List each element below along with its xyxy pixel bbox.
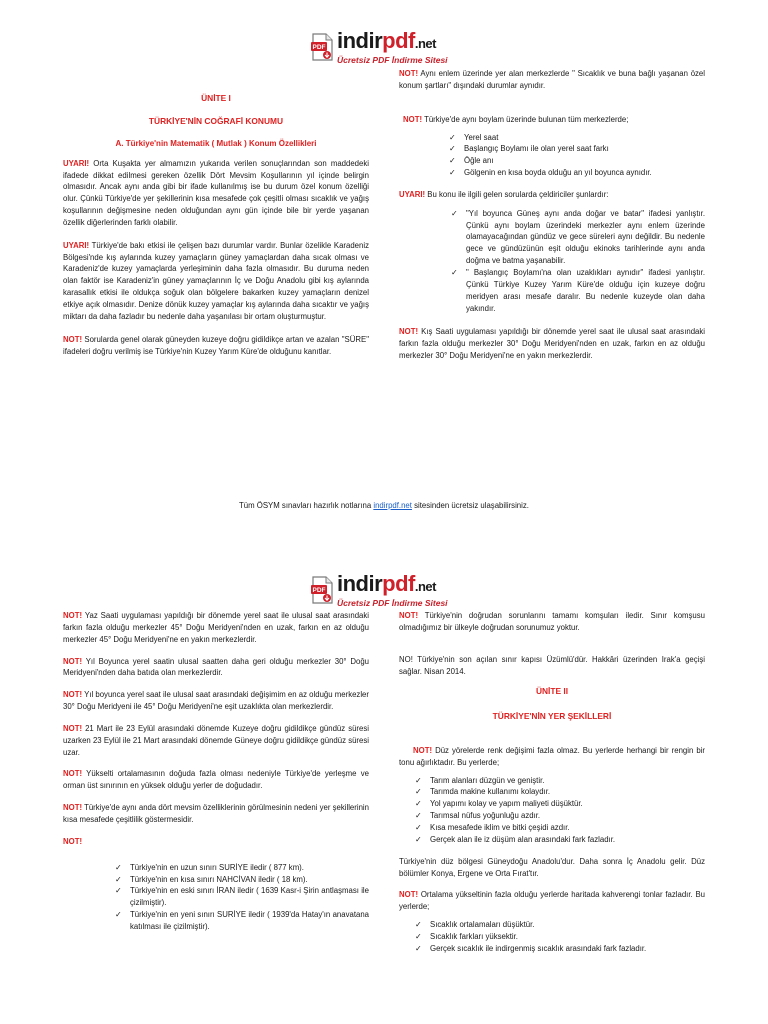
list-item: ✓ " Başlangıç Boylamı'na olan uzaklıkları aynıdır" ifadesi yanlıştır. Çünkü Türkiye Kuzey Yarım Küre'de olduğu için kuzeye doğru meridyen arası mesafe daralır. Bu nedenle kuzeyde olan daha yakındır. [451, 267, 705, 313]
checkmark-icon: ✓ [415, 931, 422, 941]
pdf-document-icon [310, 33, 334, 62]
checkmark-icon: ✓ [115, 874, 122, 884]
list-item: ✓ Kısa mesafede iklim ve bitki çeşidi azdır. [415, 822, 705, 834]
unit-heading: ÜNİTE I [201, 93, 231, 103]
checkmark-icon: ✓ [115, 910, 122, 920]
checkmark-icon: ✓ [415, 799, 422, 809]
checkmark-icon: ✓ [415, 834, 422, 844]
checkmark-icon: ✓ [449, 132, 456, 142]
list-item: ✓ Yerel saat [449, 132, 705, 144]
checkmark-icon: ✓ [451, 267, 458, 277]
section-heading: A. Türkiye'nin Matematik ( Mutlak ) Konum Özellikleri [115, 138, 317, 148]
paragraph: Türkiye'nin düz bölgesi Güneydoğu Anadolu'dur. Daha sonra İç Anadolu gelir. Düz bölümler Konya, Ergene ve Orta Fırat'tır. [399, 856, 705, 878]
paragraph: UYARI! Türkiye'de bakı etkisi ile çelişen bazı durumlar vardır. Bunlar özelikle Karadeniz Bölgesi'nde kış aylarında kuzey yamaçların güney yamaçlardan daha sıcak olması ve Karadeniz'de kuzey yamaçlarda yerleşiminin daha fazla olmasıdır. Bu duruma neden olan faktör ise Karadeniz'in güney yamaçlarının İç ve Doğu Anadolu gibi kış aylarında karasallık etkisi ile oldukça soğuk olan bölgelere bakarken kuzey yamaçların denizel etkiye açık olmasıdır. Denize dönük kuzey yamaçlar kış aylarında daha sıcaktır ve yağış miktarı da daha fazladır bu nedenle daha yaşanılası bir ortam oluşturmuştur. [63, 240, 369, 321]
checkmark-icon: ✓ [115, 886, 122, 896]
list-item: ✓ Gerçek sıcaklık ile indirgenmiş sıcaklık arasındaki fark fazladır. [415, 943, 705, 955]
checkmark-icon: ✓ [449, 144, 456, 154]
svg-text:PDF: PDF [312, 587, 326, 595]
logo-name: indirpdf.net [337, 28, 436, 53]
page2-left-column [63, 610, 369, 933]
list-item: ✓ Türkiye'nin en uzun sınırı SURİYE iledir ( 877 km). [115, 862, 369, 874]
list-item: ✓ "Yıl boyunca Güneş aynı anda doğar ve batar" ifadesi yanlıştır. Çünkü aynı boylam üzerindeki merkezler aynı enlem üzerinde olamayacağından gündüz ve gece süreleri aynı değildir. Bu nedenle gece ve gündüzünün eşit olduğu ekinoks tarihlerinde aynı anda doğma ve batma yaşanabilir. [451, 208, 705, 266]
list-item: ✓ Sıcaklık ortalamaları düşüktür. [415, 919, 705, 931]
checklist [115, 862, 369, 933]
paragraph: NOT! Türkiye'de aynı boylam üzerinde bulunan tüm merkezlerde; [403, 114, 629, 124]
paragraph: NOT! Düz yörelerde renk değişimi fazla olmaz. Bu yerlerde herhangi bir rengin bir tonu ağırlıktadır. Bu yerlerde; [399, 745, 705, 767]
checkmark-icon: ✓ [449, 168, 456, 178]
list-item: ✓ Türkiye'nin en kısa sınırı NAHCİVAN iledir ( 18 km). [115, 874, 369, 886]
list-item: ✓ Tarım alanları düzgün ve geniştir. [415, 775, 705, 787]
footer-note: Tüm ÖSYM sınavları hazırlık notlarına indirpdf.net sitesinden ücretsiz ulaşabilirsiniz. [239, 501, 529, 510]
page1-left-column [63, 92, 369, 357]
checkmark-icon: ✓ [415, 787, 422, 797]
checklist [449, 132, 705, 179]
paragraph: NOT! Ortalama yükseltinin fazla olduğu yerlerde haritada kahverengi tonlar fazladır. Bu yerlerde; [399, 890, 705, 912]
paragraph: NOT! Sorularda genel olarak güneyden kuzeye doğru gidildikçe artan ve azalan "SÜRE" ifadeleri doğru verilmiş ise Türkiye'nin Kuzey Yarım Küre'de olduğunu kanıtlar. [63, 334, 369, 356]
checkmark-icon: ✓ [415, 822, 422, 832]
paragraph: NOT! [63, 836, 83, 846]
checklist [415, 919, 705, 955]
list-item: ✓ Tarımda makine kullanımı kolaydır. [415, 786, 705, 798]
unit-title: TÜRKİYE'NİN COĞRAFİ KONUMU [148, 115, 284, 126]
logo-name: indirpdf.net [337, 571, 436, 596]
list-item: ✓ Türkiye'nin en eski sınırı İRAN iledir ( 1639 Kasr-i Şirin antlaşması ile çizilmiştir). [115, 886, 369, 908]
paragraph: UYARI! Bu konu ile ilgili gelen sorularda çeldiriciler şunlardır: [399, 189, 609, 199]
checkmark-icon: ✓ [451, 208, 458, 218]
list-item: ✓ Yol yapımı kolay ve yapım maliyeti düşüktür. [415, 798, 705, 810]
paragraph: NOT! Yıl boyunca yerel saat ile ulusal saat arasındaki değişimim en az olduğu merkezler 30° Doğu Meridyeni ile 45° Doğu Meridyeni'ne eşit uzaklıkta olan merkezlerdir. [63, 690, 369, 712]
paragraph: NOT! Türkiye'de aynı anda dört mevsim özelliklerinin görülmesinin nedeni yer şekillerinin kısa mesafede çeşitlilik göstermesidir. [63, 803, 369, 824]
page2-right-column [399, 610, 705, 955]
logo-text [337, 30, 448, 65]
paragraph: NOT! Kış Saati uygulaması yapıldığı bir dönemde yerel saat ile ulusal saat arasındaki farkın fazla olduğu merkezler 30° Doğu Meridyeni'nden en uzak, farkın en az olduğu merkezler 30° Doğu Meridyeni'ne en yakın merkezlerdir. [399, 327, 705, 361]
checklist [451, 208, 705, 315]
site-link[interactable]: indirpdf.net [373, 501, 412, 510]
checkmark-icon: ✓ [415, 920, 422, 930]
paragraph: NOT! Aynı enlem üzerinde yer alan merkezlerde " Sıcaklık ve buna bağlı yaşanan özel konum şartları" dışındaki durumlar aynıdır. [399, 69, 705, 90]
logo-tagline: Ücretsiz PDF İndirme Sitesi [337, 55, 448, 65]
list-item: ✓ Gerçek alan ile iz düşüm alan arasındaki fark fazladır. [415, 834, 705, 846]
list-item: ✓ Öğle anı [449, 155, 705, 167]
list-item: ✓ Gölgenin en kısa boyda olduğu an yıl boyunca aynıdır. [449, 167, 705, 179]
list-item: ✓ Tarımsal nüfus yoğunluğu azdır. [415, 810, 705, 822]
paragraph: NOT! Yaz Saati uygulaması yapıldığı bir dönemde yerel saat ile ulusal saat arasındaki farkın fazla olduğu merkezler 45° Doğu Meridyeni'nden en uzak, farkın en az olduğu merkezler 45° Doğu Meridyeni'ne en yakın merkezlerdir. [63, 611, 369, 644]
paragraph: NO! Türkiye'nin son açılan sınır kapısı Üzümlü'dür. Hakkâri üzerinden Irak'a geçişi sağlar. Nisan 2014. [399, 654, 705, 676]
site-logo[interactable] [310, 30, 448, 65]
unit-title: TÜRKİYE'NİN YER ŞEKİLLERİ [492, 711, 612, 722]
checkmark-icon: ✓ [415, 943, 422, 953]
checkmark-icon: ✓ [115, 862, 122, 872]
checkmark-icon: ✓ [415, 811, 422, 821]
checkmark-icon: ✓ [449, 156, 456, 166]
site-logo[interactable] [310, 573, 448, 608]
unit-heading: ÜNİTE II [535, 686, 569, 697]
paragraph: UYARI! Orta Kuşakta yer almamızın yukarıda verilen sonuçlarından son maddedeki ifadede dikkat edilmesi gereken özellik Dört Mevsim Koşullarının yıl içinde belirgin olmasıdır. Ancak aynı anda gibi bir ifade kullanılmış ise bu durum özel konum özelliği olur. Çünkü Türkiye'de yer şekillerinin kısa mesafede çok çeşitli olması sıcaklık ve yağış koşullarının değişmesine neden olduğundan aynı gün içinde bile bir yerde yaşanan özellik diğerlerinden farklı olabilir. [63, 158, 369, 227]
paragraph: NOT! Yıl Boyunca yerel saatin ulusal saatten daha geri olduğu merkezler 30° Doğu Meridyeni'nden daha batıda olan merkezlerdir. [63, 656, 369, 678]
paragraph: NOT! 21 Mart ile 23 Eylül arasındaki dönemde Kuzeye doğru gidildikçe gündüz süresi uzarken 23 Eylül ile 21 Mart arasındaki dönemde Güneye doğru gidildikçe gündüz süresi uzar. [63, 723, 369, 757]
list-item: ✓ Sıcaklık farkları yüksektir. [415, 931, 705, 943]
page1-right-column [399, 68, 705, 362]
list-item: ✓ Başlangıç Boylamı ile olan yerel saat farkı [449, 143, 705, 155]
list-item: ✓ Türkiye'nin en yeni sınırı SURİYE iledir ( 1939'da Hatay'ın anavatana katılması ile çizilmiştir). [115, 910, 369, 931]
svg-text:PDF: PDF [312, 44, 326, 52]
checklist [415, 775, 705, 846]
checkmark-icon: ✓ [415, 775, 422, 785]
logo-text [337, 573, 448, 608]
logo-tagline: Ücretsiz PDF İndirme Sitesi [337, 598, 448, 608]
pdf-document-icon [310, 576, 334, 605]
paragraph: NOT! Türkiye'nin doğrudan sorunlarını tamamı komşuları iledir. Sınır komşusu olmadığımız bir ülkeyle doğrudan sorunumuz yoktur. [399, 611, 705, 632]
paragraph: NOT! Yükselti ortalamasının doğuda fazla olması nedeniyle Türkiye'de yerleşme ve orman üst sınırının en yüksek olduğu yerler de doğudadır. [63, 769, 369, 791]
